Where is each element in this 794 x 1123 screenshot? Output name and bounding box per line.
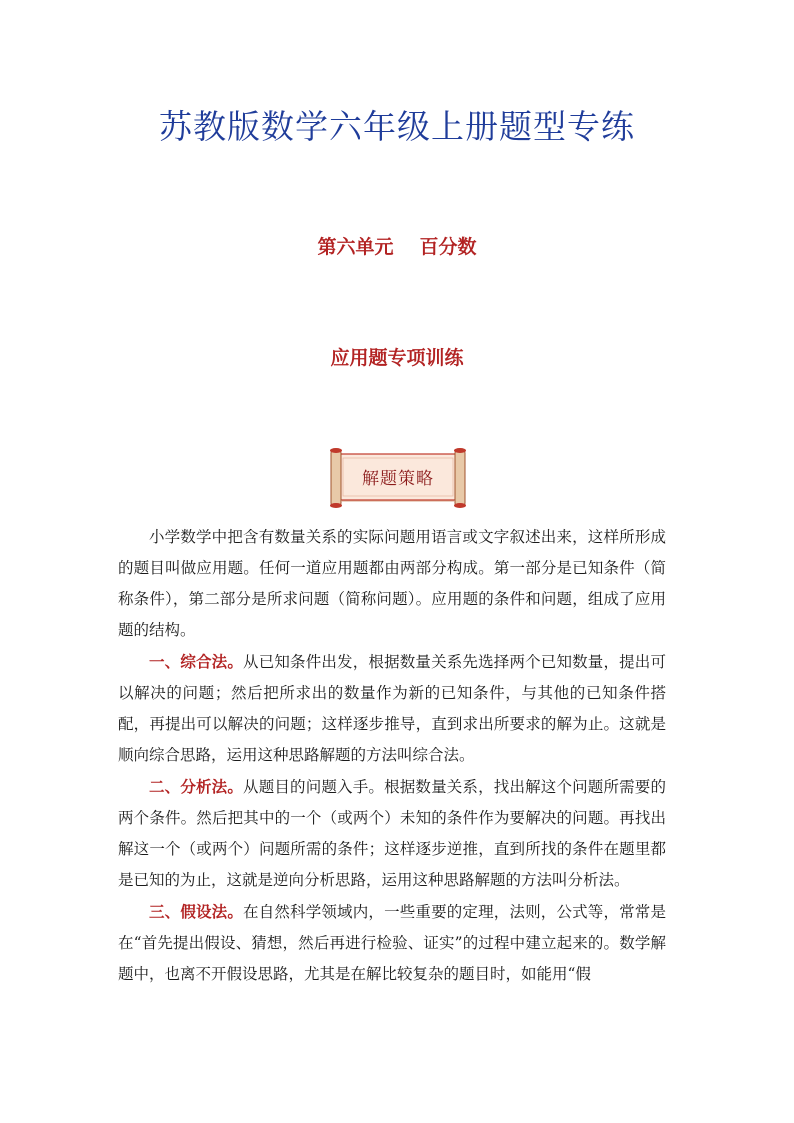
- method-text: 从题目的问题入手。根据数量关系，找出解这个问题所需要的两个条件。然后把其中的一个（或两个）未知的条件作为要解决的问题。再找出解这一个（或两个）问题所需的条件；这样逐步逆推，直到所找的条件在题里都是已知的为止，这就是逆向分析思路，运用这种思路解题的方法叫分析法。: [118, 778, 666, 889]
- unit-label: 第六单元: [317, 236, 394, 258]
- document-title: 苏教版数学六年级上册题型专练: [159, 107, 635, 146]
- section-title: 应用题专项训练: [330, 347, 464, 369]
- method-heading: 二、分析法。: [149, 777, 244, 796]
- intro-paragraph: 小学数学中把含有数量关系的实际问题用语言或文字叙述出来，这样所形成的题目叫做应用题。任何一道应用题都由两部分构成。第一部分是已知条件（简称条件），第二部分是所求问题（简称问题）。应用题的条件和问题，组成了应用题的结构。: [118, 528, 666, 639]
- strategy-content: [118, 522, 666, 990]
- unit-heading: [0, 232, 794, 262]
- method-text: 从已知条件出发，根据数量关系先选择两个已知数量，提出可以解决的问题；然后把所求出的数量作为新的已知条件，与其他的已知条件搭配，再提出可以解决的问题；这样逐步推导，直到求出所要求的解为止。这就是顺向综合思路，运用这种思路解题的方法叫综合法。: [118, 653, 666, 764]
- strategy-scroll-banner: [325, 448, 471, 508]
- unit-name: 百分数: [419, 236, 477, 258]
- method-paragraph-hypothesis: [118, 896, 666, 990]
- method-text: 在自然科学领域内，一些重要的定理，法则，公式等，常常是在“首先提出假设、猜想，然后再进行检验、证实”的过程中建立起来的。数学解题中，也离不开假设思路，尤其是在解比较复杂的题目时，如能用“假: [118, 903, 666, 983]
- method-paragraph-analysis: [118, 771, 666, 896]
- method-paragraph-synthesis: [118, 646, 666, 771]
- method-heading: 一、综合法。: [149, 652, 244, 671]
- method-heading: 三、假设法。: [149, 902, 244, 921]
- strategy-label: 解题策略: [362, 469, 434, 489]
